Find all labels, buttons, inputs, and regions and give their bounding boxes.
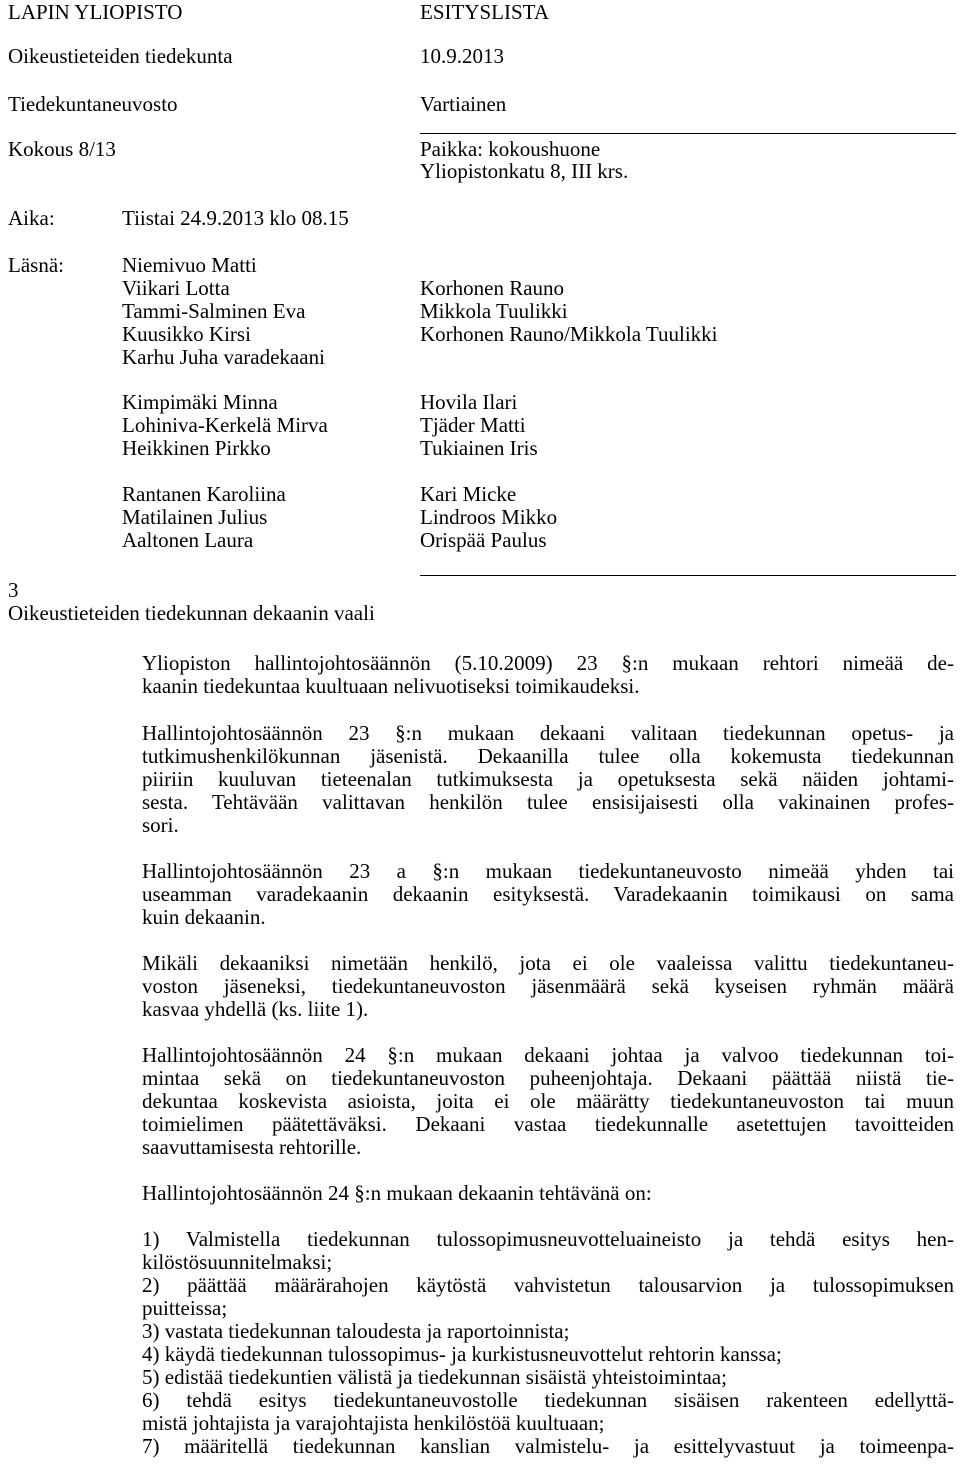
list-item: 5) edistää tiedekuntien välistä ja tiedekunnan sisäistä yhteistoimintaa; [142,1365,727,1389]
meeting-address: Yliopistonkatu 8, III krs. [420,159,629,183]
paragraph-line: kaanin tiedekuntaa kuultuaan nelivuotiseksi toimikaudeksi. [142,674,640,698]
deputy-name: Hovila Ilari [420,390,518,414]
deputy-name: Lindroos Mikko [420,505,558,529]
paragraph-line: Hallintojohtosäännön 24 §:n mukaan dekaanin tehtävänä on: [142,1181,652,1205]
list-item: 3) vastata tiedekunnan taloudesta ja raportoinnista; [142,1319,570,1343]
list-item: kilöstösuunnitelmaksi; [142,1250,333,1274]
attendance-label: Läsnä: [8,253,64,277]
attendee-group-3-members [122,483,286,552]
attendee-name: Lohiniva-Kerkelä Mirva [122,413,328,437]
list-item: 4) käydä tiedekunnan tulossopimus- ja kurkistusneuvottelut rehtorin kanssa; [142,1342,782,1366]
attendee-name: Heikkinen Pirkko [122,436,271,460]
paragraph-line: toimielimen päätettäväksi. Dekaani vastaa tiedekunnalle asetettujen tavoitteiden [142,1112,954,1136]
attendee-name: Kimpimäki Minna [122,390,278,414]
paragraph-line: mintaa sekä on tiedekuntaneuvoston puheenjohtaja. Dekaani päättää niistä tie- [142,1066,954,1090]
document-type: ESITYSLISTA [420,0,549,24]
attendee-name: Kuusikko Kirsi [122,322,251,346]
paragraph-line: kasvaa yhdellä (ks. liite 1). [142,997,369,1021]
paragraph-line: piiriin kuuluvan tieteenalan tutkimuksesta ja opetuksesta sekä näiden johtami- [142,767,954,791]
time-label: Aika: [8,206,55,230]
attendee-name: Matilainen Julius [122,505,268,529]
time-value: Tiistai 24.9.2013 klo 08.15 [122,206,349,230]
deputy-name: Korhonen Rauno [420,276,565,300]
paragraph [142,1044,954,1159]
deputy-name: Kari Micke [420,482,517,506]
faculty-name: Oikeustieteiden tiedekunta [8,44,233,68]
paragraph [142,860,954,929]
attendee-group-2-members [122,391,328,460]
list-item: mistä johtajista ja varajohtajista henkilöstöä kuultuaan; [142,1411,605,1435]
attendee-group-2-deputies [420,391,538,460]
paragraph [142,1182,954,1205]
attendee-name: Rantanen Karoliina [122,482,286,506]
deputy-name: Tukiainen Iris [420,436,538,460]
attendee-name: Aaltonen Laura [122,528,254,552]
attendee-group-1-members [122,254,325,369]
item-title: Oikeustieteiden tiedekunnan dekaanin vaali [8,601,375,625]
deputy-name: Orispää Paulus [420,528,547,552]
list-item: 7) määritellä tiedekunnan kanslian valmistelu- ja esittelyvastuut ja toimeenpa- [142,1434,954,1458]
attendee-group-1-deputies [420,277,718,346]
paragraph-line: useamman varadekaanin dekaanin esityksestä. Varadekaanin toimikausi on sama [142,882,954,906]
attendee-name: Tammi-Salminen Eva [122,299,306,323]
paragraph-line: sori. [142,813,179,837]
attendee-name: Viikari Lotta [122,276,230,300]
header-divider [420,133,956,134]
duties-list [142,1228,954,1458]
list-item: 2) päättää määrärahojen käytöstä vahvistetun talousarvion ja tulossopimuksen [142,1273,954,1297]
university-name: LAPIN YLIOPISTO [8,0,183,24]
deputy-name: Mikkola Tuulikki [420,299,568,323]
paragraph-line: dekuntaa koskevista asioista, joita ei ole määrätty tiedekuntaneuvoston tai muun [142,1089,954,1113]
attendee-name: Karhu Juha varadekaani [122,345,325,369]
paragraph-line: saavuttamisesta rehtorille. [142,1135,362,1159]
list-item: 1) Valmistella tiedekunnan tulossopimusneuvotteluaineisto ja tehdä esitys hen- [142,1227,954,1251]
item-number: 3 [8,578,19,602]
deputy-name: Korhonen Rauno/Mikkola Tuulikki [420,322,718,346]
paragraph-line: voston jäseneksi, tiedekuntaneuvoston jäsenmäärä sekä kyseisen ryhmän määrä [142,974,954,998]
document-date: 10.9.2013 [420,44,504,68]
paragraph-line: tutkimushenkilökunnan jäsenistä. Dekaanilla tulee olla kokemusta tiedekunnan [142,744,954,768]
deputy-name: Tjäder Matti [420,413,526,437]
paragraph-line: Yliopiston hallintojohtosäännön (5.10.2009) 23 §:n mukaan rehtori nimeää de- [142,651,954,675]
paragraph-line: Hallintojohtosäännön 23 a §:n mukaan tiedekuntaneuvosto nimeää yhden tai [142,859,954,883]
paragraph-line: Hallintojohtosäännön 24 §:n mukaan dekaani johtaa ja valvoo tiedekunnan toi- [142,1043,954,1067]
meeting-place: Paikka: kokoushuone [420,137,601,161]
document-status: Vartiainen [420,92,507,116]
meeting-number: Kokous 8/13 [8,137,116,161]
list-item: 6) tehdä esitys tiedekuntaneuvostolle tiedekunnan sisäisen rakenteen edellyttä- [142,1388,954,1412]
attendee-group-3-deputies [420,483,557,552]
paragraph [142,652,954,698]
paragraph-line: sesta. Tehtävään valittavan henkilön tulee ensisijaisesti olla vakinainen profes- [142,790,954,814]
attendee-name: Niemivuo Matti [122,253,257,277]
item-divider [420,575,956,576]
paragraph [142,952,954,1021]
list-item: puitteissa; [142,1296,228,1320]
paragraph-line: Hallintojohtosäännön 23 §:n mukaan dekaani valitaan tiedekunnan opetus- ja [142,721,954,745]
council-name: Tiedekuntaneuvosto [8,92,178,116]
paragraph [142,722,954,837]
paragraph-line: kuin dekaanin. [142,905,266,929]
paragraph-line: Mikäli dekaaniksi nimetään henkilö, jota ei ole vaaleissa valittu tiedekuntaneu- [142,951,954,975]
